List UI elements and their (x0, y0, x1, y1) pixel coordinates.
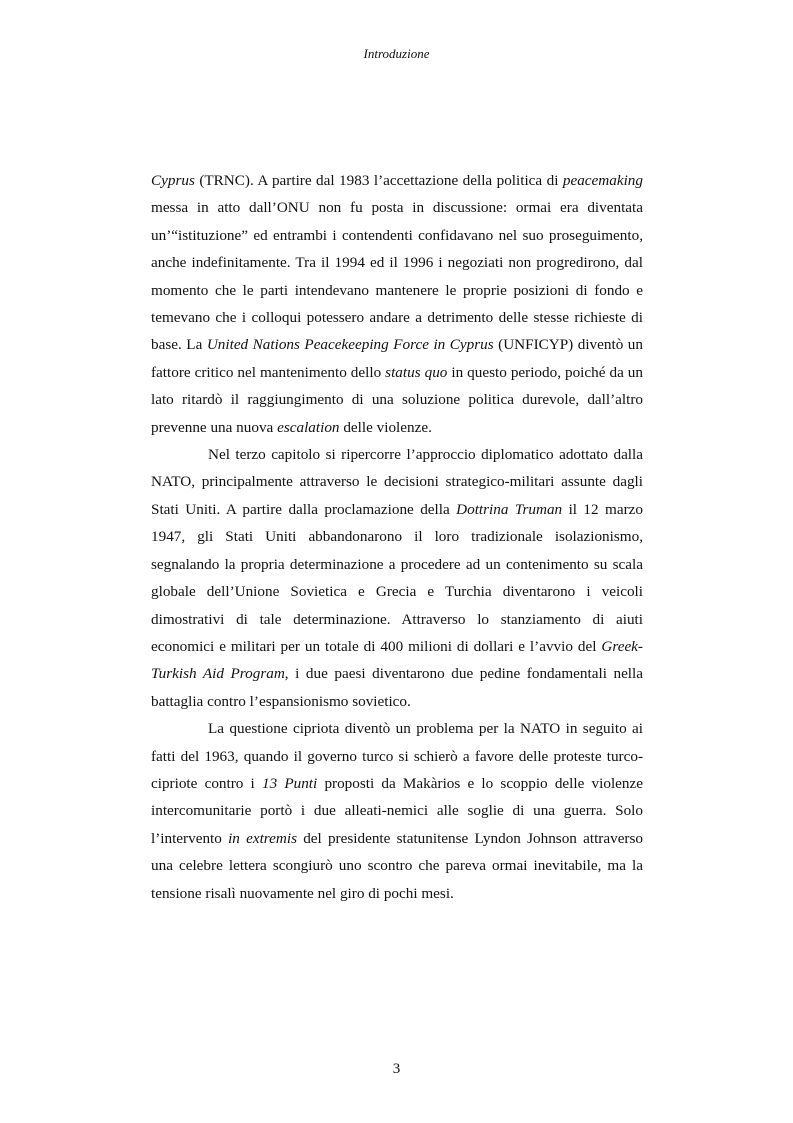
body-text (151, 167, 643, 907)
text-segment: in extremis (228, 829, 297, 847)
text-segment: 13 Punti (261, 774, 318, 792)
text-segment: (UNFICYP) diventò un fattore critico nel mantenimento dello (151, 336, 643, 381)
text-segment: il 12 marzo 1947, gli Stati Uniti abbandonarono il loro tradizionale isolazionismo, segnalando la propria determinazione a procedere ad un contenimento su scala globale dell’Unione Sovietica e Grecia e Turchia diventarono i veicoli dimostrativi di tale determinazione. Attraverso lo stanziamento di aiuti economici e militari per un totale di 400 milioni di dollari e l’avvio del (151, 500, 643, 655)
text-segment: Greek-Turkish Aid Program (151, 637, 643, 683)
text-segment: Nel terzo capitolo si ripercorre l’approccio diplomatico adottato dalla NATO, principalmente attraverso le decisioni strategico-militari assunte dagli Stati Uniti. A partire dalla proclamazione della (151, 446, 643, 518)
text-segment: Dottrina Truman (456, 500, 563, 518)
text-segment: La questione cipriota diventò un problema per la NATO in seguito ai fatti del 1963, quando il governo turco si schierò a favore delle proteste turco-cipriote contro i (151, 720, 643, 792)
paragraph-3 (151, 715, 643, 907)
paragraph-1 (151, 167, 643, 441)
text-segment: Cyprus (151, 172, 195, 189)
text-segment: delle violenze. (339, 418, 432, 436)
text-segment: in questo periodo, poiché da un lato ritardò il raggiungimento di una soluzione politica durevole, dall’altro prevenne una nuova (151, 363, 643, 436)
text-segment: messa in atto dall’ONU non fu posta in discussione: ormai era diventata un’“istituzione” ed entrambi i contendenti confidavano nel suo proseguimento, anche indefinitamente. Tra il 1994 ed il 1996 i negoziati non progredirono, dal momento che le parti intendevano mantenere le proprie posizioni di fondo e temevano che i colloqui potessero andare a detrimento delle stesse richieste di base. La (151, 199, 643, 354)
paragraph-2 (151, 441, 643, 715)
text-segment: escalation (277, 418, 340, 436)
text-segment: peacemaking (562, 172, 643, 189)
text-segment: status quo (385, 363, 448, 381)
page-number: 3 (392, 1061, 401, 1077)
text-segment: del presidente statunitense Lyndon Johnson attraverso una celebre lettera scongiurò uno scontro che pareva ormai inevitabile, ma la tensione risalì nuovamente nel giro di pochi mesi. (151, 829, 643, 902)
text-segment: (TRNC). A partire dal 1983 l’accettazione della politica di (194, 172, 563, 189)
text-segment: , i due paesi diventarono due pedine fondamentali nella battaglia contro l’espansionismo sovietico. (151, 665, 643, 710)
running-header: Introduzione (363, 46, 430, 61)
text-segment: proposti da Makàrios e lo scoppio delle violenze intercomunitarie portò i due alleati-nemici alle soglie di una guerra. Solo l’intervento (151, 774, 643, 847)
text-segment: United Nations Peacekeeping Force in Cyprus (206, 336, 494, 354)
